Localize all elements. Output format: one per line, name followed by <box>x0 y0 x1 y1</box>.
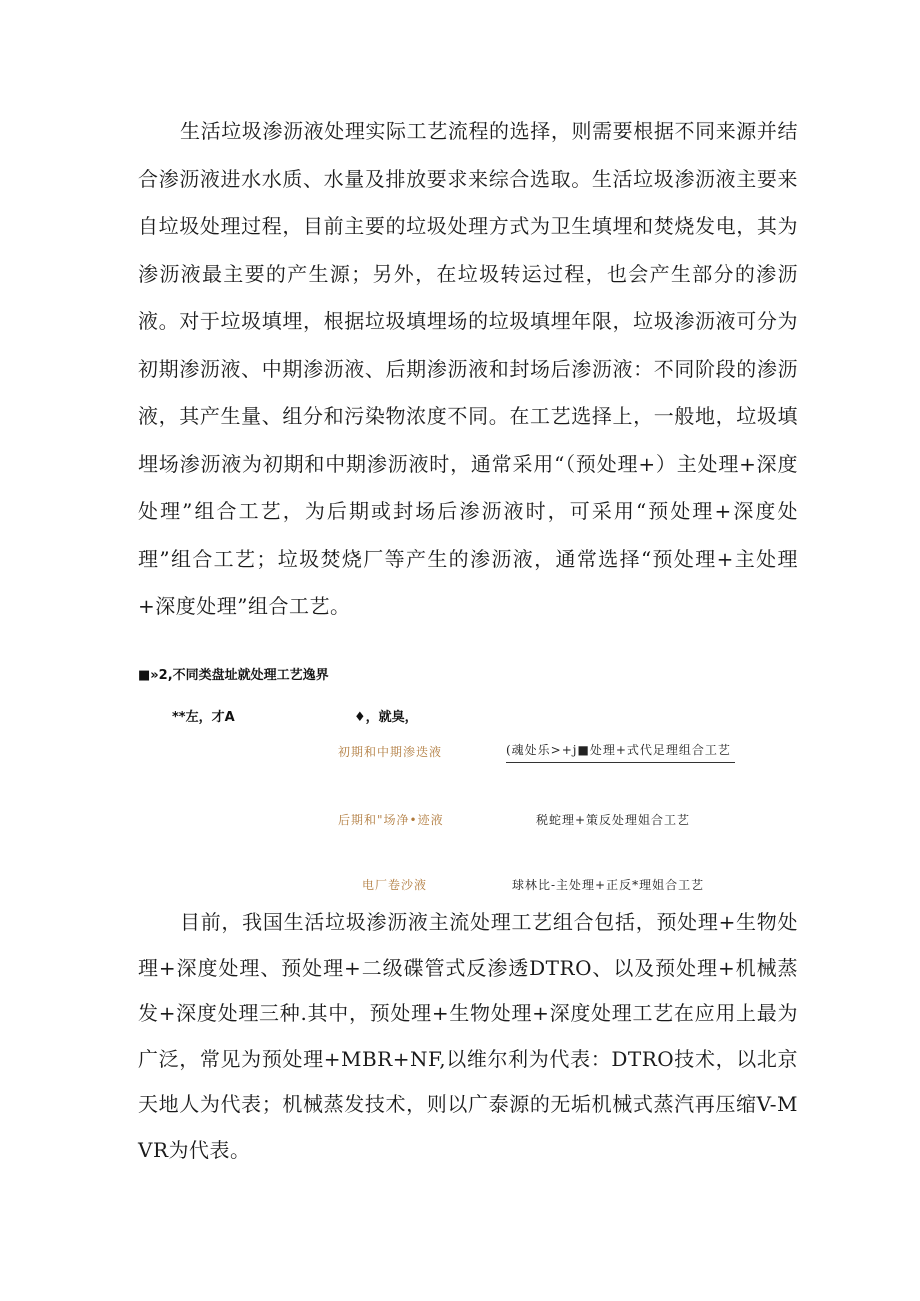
source-incineration: 电厂卷沙液 <box>362 878 428 892</box>
process-early-middle: (魂处乐>+j■处理+式代足理组合工艺 <box>506 741 735 763</box>
process-late-closure: 税蛇理+策反处理姐合工艺 <box>536 813 691 827</box>
source-early-middle: 初期和中期渗迭液 <box>338 745 443 759</box>
process-incineration: 球林比-主处理+正反*理姐合工艺 <box>512 878 705 892</box>
source-late-closure: 后期和"场净•迹液 <box>338 813 444 827</box>
intro-paragraph: 生活垃圾渗沥液处理实际工艺流程的选择，则需要根据不同来源并结合渗沥液进水水质、水量及排放要求来综合选取。生活垃圾渗沥液主要来自垃圾处理过程，目前主要的垃圾处理方式为卫生填埋和焚烧发电，其为渗沥液最主要的产生源；另外，在垃圾转运过程，也会产生部分的渗沥液。对于垃圾填埋，根据垃圾填埋场的垃圾填埋年限，垃圾渗沥液可分为初期渗沥液、中期渗沥液、后期渗沥液和封场后渗沥液：不同阶段的渗沥液，其产生量、组分和污染物浓度不同。在工艺选择上，一般地，垃圾填埋场渗沥液为初期和中期渗沥液时，通常采用“（预处理+）主处理+深度处理”组合工艺，为后期或封场后渗沥液时，可采用“预处理+深度处理”组合工艺；垃圾焚烧厂等产生的渗沥液，通常选择“预处理+主处理+深度处理”组合工艺。 <box>138 119 798 618</box>
mainstream-process-paragraph: 目前，我国生活垃圾渗沥液主流处理工艺组合包括，预处理+生物处理+深度处理、预处理+二级碟管式反渗透DTRO、以及预处理+机械蒸发+深度处理三种.其中，预处理+生物处理+深度处理工艺在应用上最为广泛，常见为预处理+MBR+NF,以维尔利为代表：DTRO技术，以北京天地人为代表；机械蒸发技术，则以广泰源的无垢机械式蒸汽再压缩V-MVR为代表。 <box>138 910 798 1162</box>
figure-caption: ■»2,不同类盘址就处理工艺逸界 <box>138 668 329 683</box>
figure-header-right: ♦，就臭， <box>354 710 418 725</box>
figure-header-left: **左，才A <box>172 710 235 725</box>
